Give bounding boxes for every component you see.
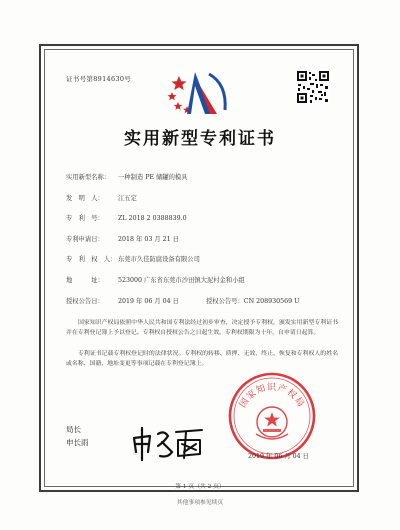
field-value: 2018 年 03 月 21 日: [118, 236, 179, 243]
field-address: [66, 275, 245, 284]
field-value: CN 208930569 U: [243, 298, 300, 305]
field-label: 实用新型名称：: [66, 174, 111, 181]
seal-text: 国家知识产权局: [238, 383, 306, 410]
field-label: 地 址：: [66, 277, 104, 284]
official-seal-icon: [226, 370, 318, 462]
body-paragraph: 专利证书记载专利权登记时的法律状况。专利权的转移、质押、无效、终止、恢复和专利权人的姓名或名称、国籍、地址变更等事项记载在专利登记簿上。: [66, 351, 338, 368]
page-number: 第 1 页（共 2 页）: [175, 484, 225, 490]
field-value: ZL 2018 2 0388839.0: [118, 215, 187, 222]
field-patent-number: [66, 213, 187, 222]
field-inventor: [66, 193, 137, 202]
field-label: 授权公告日：: [66, 298, 104, 305]
footer-note: 其他事项参见续页: [176, 500, 224, 506]
svg-text:国家知识产权局: [237, 381, 306, 410]
seal-date: 2019 年 06 月 04 日: [248, 453, 309, 460]
signatory-name: 申长雨: [66, 438, 89, 447]
certificate-number: 证书号第8914630号: [66, 75, 132, 83]
body-paragraph: 国家知识产权局依照中华人民共和国专利法经过初步审查，决定授予专利权，颁发实用新型专利证书并在专利登记簿上予以登记。专利权自授权公告之日起生效。专利权期限为十年，自申请日起算。: [66, 320, 338, 337]
field-label: 发 明 人：: [66, 195, 104, 202]
field-value: 江五定: [118, 195, 137, 202]
signature-role: 局长: [66, 425, 81, 434]
field-value: 2019 年 06 月 04 日: [118, 298, 179, 305]
handwritten-signature-icon: [128, 422, 210, 464]
field-value: 一种制造 PE 储罐的模具: [118, 174, 188, 181]
field-patentee: [66, 254, 200, 263]
field-application-date: [66, 234, 179, 243]
field-utility-model-name: [66, 172, 188, 181]
field-label: 授权公告号：: [206, 298, 244, 305]
certificate-title: 实用新型专利证书: [124, 129, 276, 149]
qr-code-icon: [296, 70, 330, 104]
field-value: 东莞市久佳防腐设备有限公司: [118, 256, 200, 263]
field-label: 专 利 权 人：: [66, 256, 117, 263]
field-grant-date: [66, 296, 299, 305]
cnipa-emblem-icon: [165, 66, 235, 118]
field-value: 523000 广东省东莞市沙田镇大泥村金和小组: [118, 277, 245, 284]
field-label: 专利申请日：: [66, 236, 104, 243]
field-label: 专 利 号：: [66, 215, 104, 222]
